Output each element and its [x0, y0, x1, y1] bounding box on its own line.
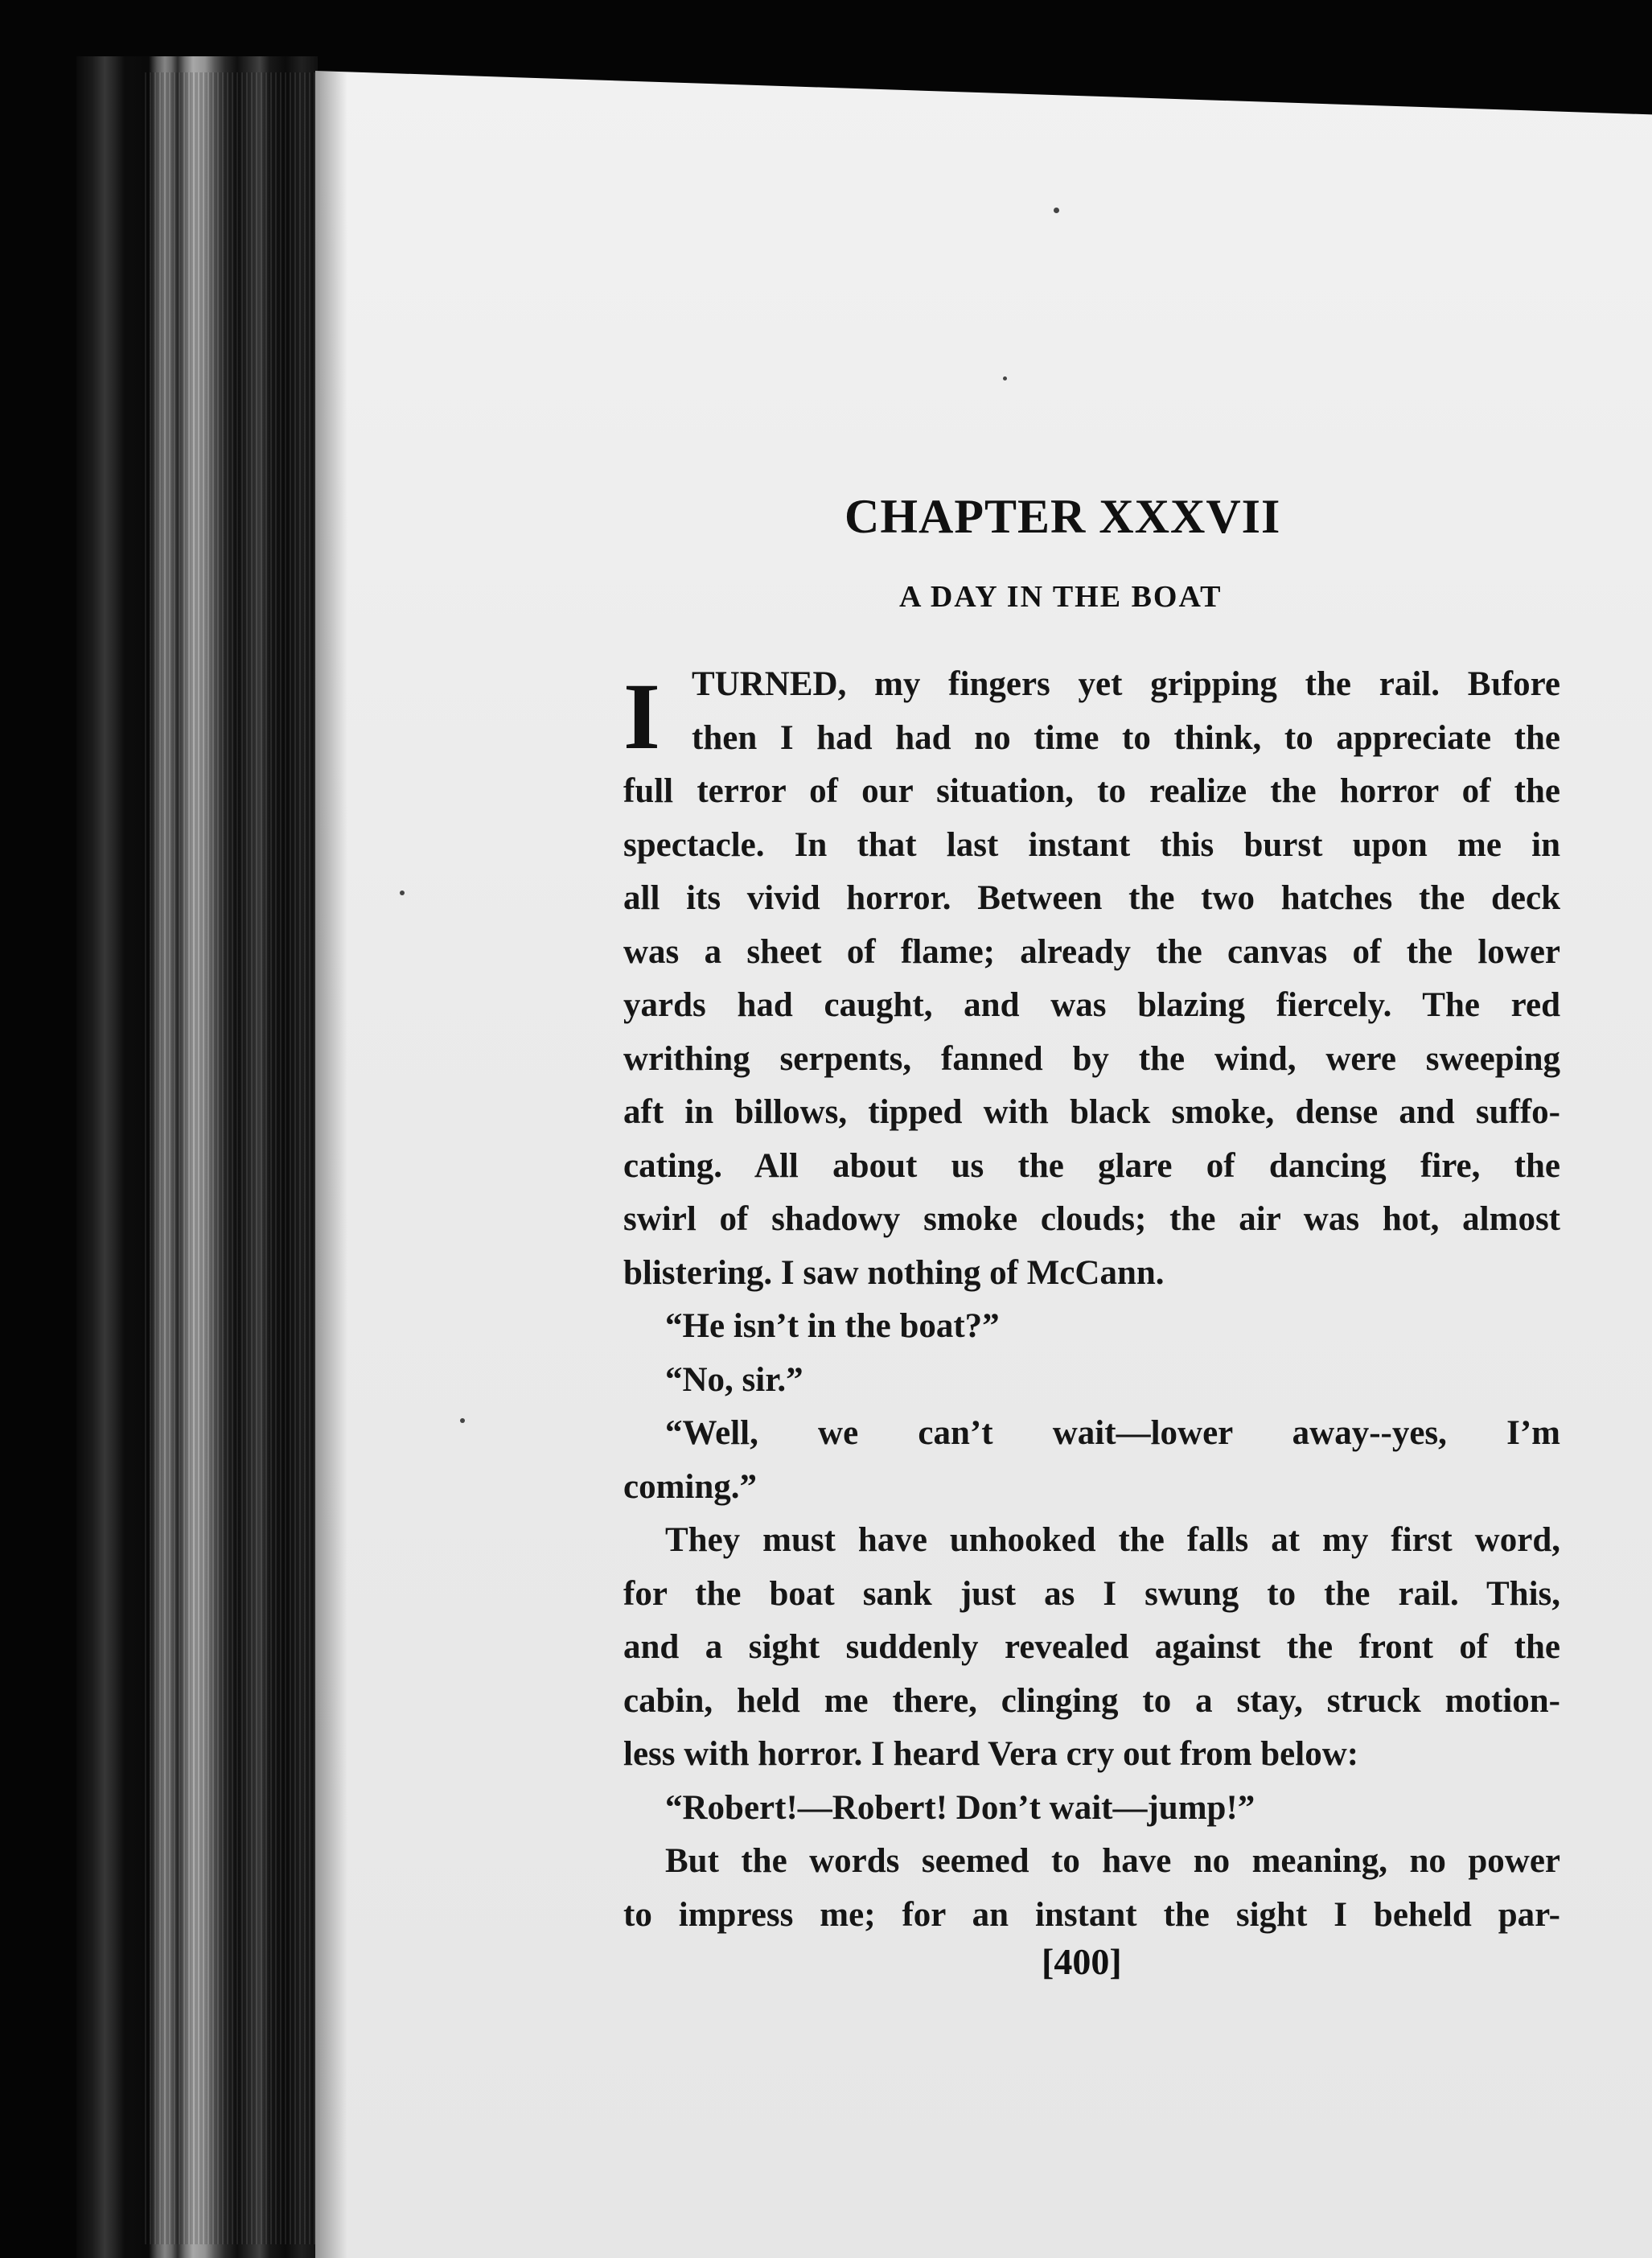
text-line: TURNED, my fingers yet gripping the rail. Bɩfore — [692, 665, 1560, 703]
chapter-subtitle: A DAY IN THE BOAT — [899, 580, 1223, 614]
dialogue-line: “No, sir.” — [665, 1360, 803, 1399]
text-line: aft in billows, tipped with black smoke, dense and suffo- — [623, 1093, 1560, 1131]
chapter-title: CHAPTER XXXVII — [844, 490, 1281, 543]
text-line: swirl of shadowy smoke clouds; the air was hot, almost — [623, 1200, 1560, 1238]
page-number: [400] — [1042, 1941, 1122, 1982]
text-line: yards had caught, and was blazing fiercely. The red — [623, 986, 1560, 1024]
text-line: then I had had no time to think, to appreciate the — [692, 718, 1560, 757]
scan-speck — [1003, 376, 1007, 380]
text-line: less with horror. I heard Vera cry out from below: — [623, 1735, 1359, 1773]
text-line: cating. All about us the glare of dancing fire, the — [623, 1146, 1560, 1185]
gutter-shadow — [315, 71, 347, 2258]
dialogue-line: “Robert!—Robert! Don’t wait—jump!” — [665, 1788, 1255, 1827]
scan-speck — [1054, 208, 1059, 213]
dialogue-line: “He isn’t in the boat?” — [665, 1307, 1000, 1345]
text-line: for the boat sank just as I swung to the rail. This, — [623, 1574, 1560, 1613]
drop-cap: I — [623, 664, 660, 769]
paragraph-line: They must have unhooked the falls at my first word, — [665, 1521, 1560, 1559]
scan-speck — [400, 890, 405, 895]
text-line: to impress me; for an instant the sight I beheld par- — [623, 1895, 1560, 1934]
text-line: writhing serpents, fanned by the wind, were sweeping — [623, 1039, 1560, 1078]
paragraph-line: But the words seemed to have no meaning, no power — [665, 1842, 1560, 1880]
text-line: blistering. I saw nothing of McCann. — [623, 1253, 1165, 1292]
text-line: spectacle. In that last instant this burst upon me in — [623, 825, 1560, 864]
page-edges — [145, 72, 318, 2244]
text-line: and a sight suddenly revealed against the front of the — [623, 1628, 1560, 1666]
text-line: coming.” — [623, 1467, 758, 1506]
body-text — [623, 658, 1560, 1942]
text-line: cabin, held me there, clinging to a stay, struck motion- — [623, 1681, 1560, 1720]
scan-speck — [460, 1418, 465, 1423]
text-line: was a sheet of flame; already the canvas of the lower — [623, 932, 1560, 971]
text-line: all its vivid horror. Between the two hatches the deck — [623, 879, 1560, 917]
dialogue-line: “Well, we can’t wait—lower away--yes, I’m — [665, 1414, 1560, 1452]
text-line: full terror of our situation, to realize the horror of the — [623, 772, 1560, 810]
